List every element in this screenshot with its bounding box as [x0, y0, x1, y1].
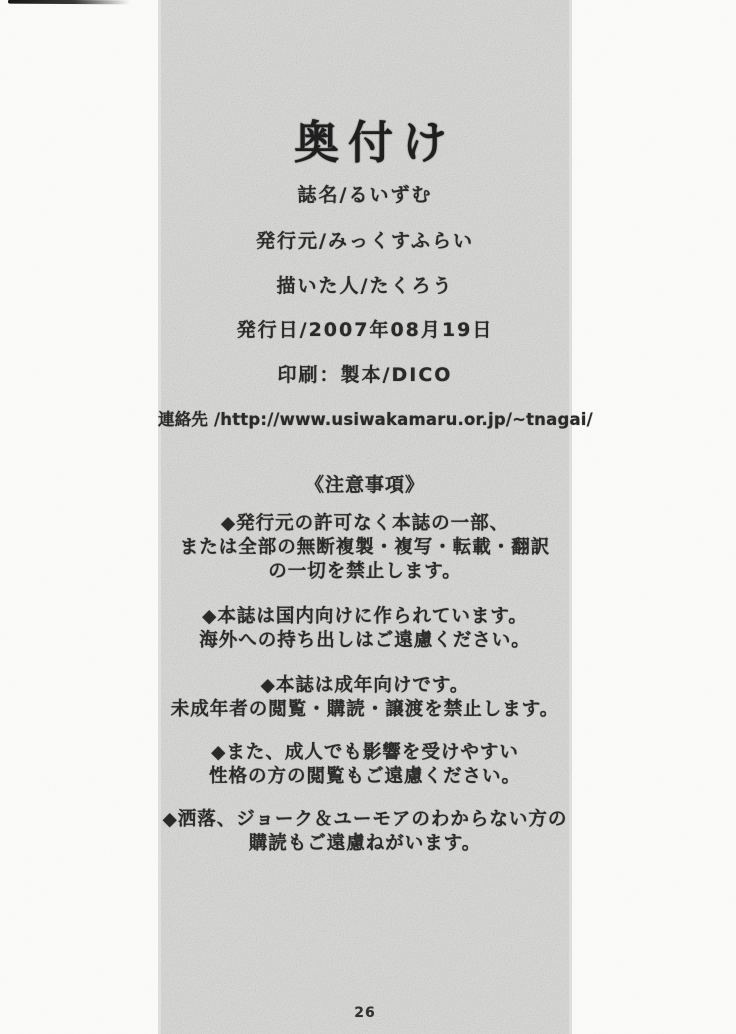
notice-line: の一切を禁止します。	[268, 561, 462, 582]
notice-line: ◆本誌は成年向けです。	[260, 675, 470, 696]
notice-heading: 《注意事項》	[304, 474, 425, 496]
notice-line: 購読もご遠慮ねがいます。	[248, 833, 482, 854]
notice-line: または全部の無断複製・複写・転載・翻訳	[179, 537, 551, 558]
notice-paragraph	[158, 605, 572, 653]
notice-line: ◆本誌は国内向けに作られています。	[202, 606, 528, 627]
info-line-title: 誌名/るいずむ	[297, 184, 433, 206]
info-line-printer: 印刷：製本/DICO	[277, 364, 453, 386]
notice-line: ◆発行元の許可なく本誌の一部、	[220, 513, 510, 534]
notice-paragraph	[158, 512, 572, 584]
notice-line: 性格の方の閲覧もご遠慮ください。	[208, 766, 521, 787]
info-line-artist: 描いた人/たくろう	[276, 275, 454, 297]
notice-line: ◆洒落、ジョーク＆ユーモアのわからない方の	[162, 809, 568, 830]
notice-paragraph	[158, 741, 572, 789]
notice-line: 海外への持ち出しはご遠慮ください。	[199, 630, 531, 651]
notice-paragraph	[158, 808, 572, 856]
colophon-title: 奥付け	[293, 116, 456, 169]
notice-line: ◆また、成人でも影響を受けやすい	[211, 742, 519, 763]
contact-url-line: 連絡先 /http://www.usiwakamaru.or.jp/~tnagai/	[158, 410, 593, 429]
notice-line: 未成年者の閲覧・購読・譲渡を禁止します。	[170, 699, 560, 720]
info-line-publisher: 発行元/みっくすふらい	[256, 230, 474, 252]
page-number: 26	[354, 1005, 376, 1021]
colophon-text	[158, 0, 593, 1034]
info-line-publication-date: 発行日/2007年08月19日	[236, 319, 494, 341]
notice-paragraph	[158, 674, 572, 722]
